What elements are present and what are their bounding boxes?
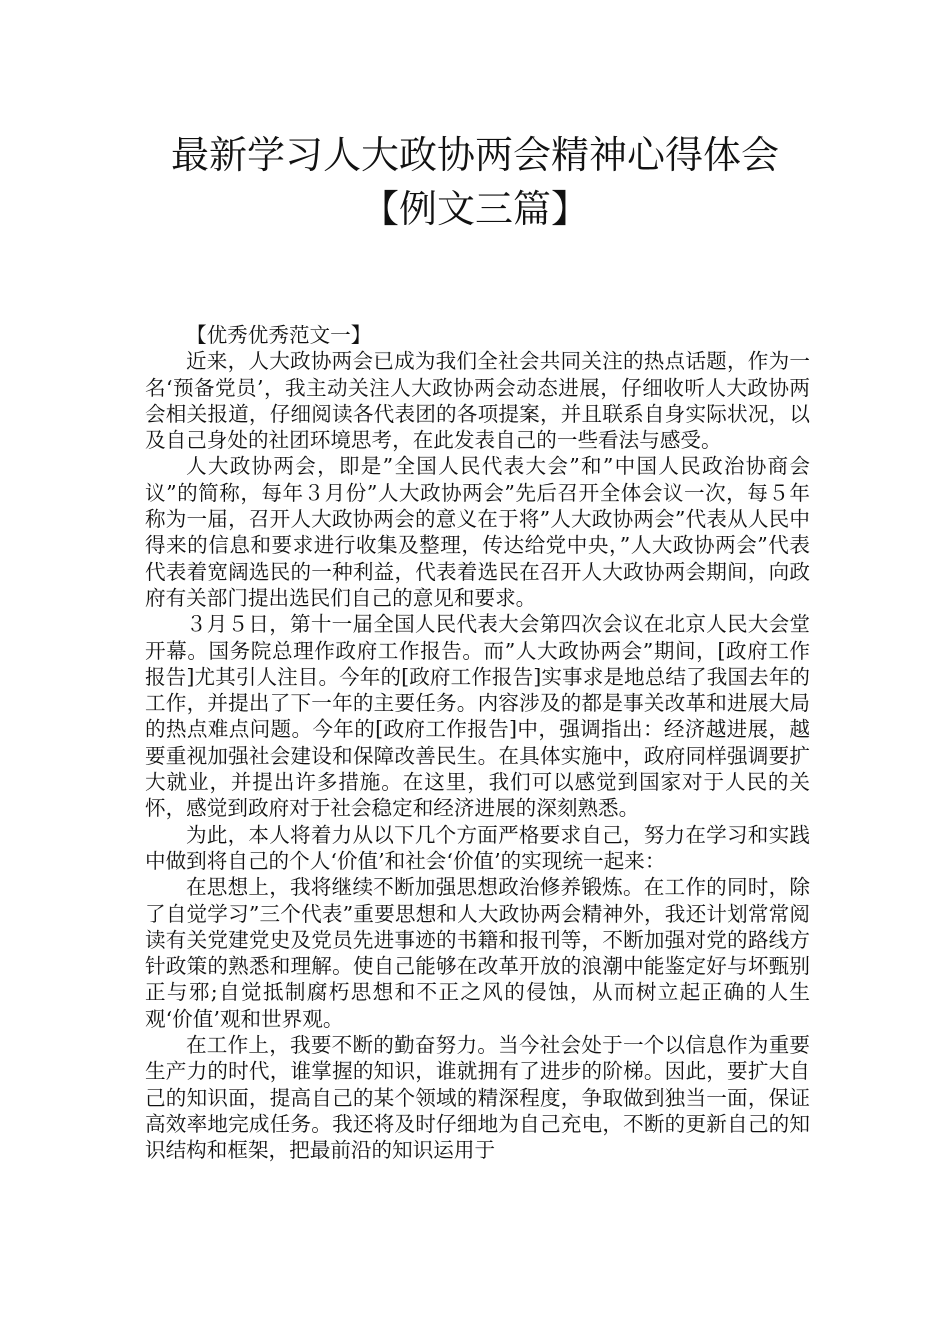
document-title xyxy=(0,128,950,236)
paragraph: 为此，本人将着力从以下几个方面严格要求自己，努力在学习和实践中做到将自己的个人‘价值’和社会‘价值’的实现统一起来： xyxy=(145,822,810,873)
paragraph: 近来，人大政协两会已成为我们全社会共同关注的热点话题，作为一名‘预备党员’，我主动关注人大政协两会动态进展，仔细收听人大政协两会相关报道，仔细阅读各代表团的各项提案，并且联系自身实际状况，以及自己身处的社团环境思考，在此发表自己的一些看法与感受。 xyxy=(145,349,810,453)
title-line-1: 最新学习人大政协两会精神心得体会 xyxy=(170,133,779,177)
paragraph: 在工作上，我要不断的勤奋努力。当今社会处于一个以信息作为重要生产力的时代，谁掌握的知识，谁就拥有了进步的阶梯。因此，要扩大自己的知识面，提高自己的某个领域的精深程度，争取做到独当一面，保证高效率地完成任务。我还将及时仔细地为自己充电，不断的更新自己的知识结构和框架，把最前沿的知识运用于 xyxy=(145,1033,810,1163)
paragraph: 人大政协两会，即是”全国人民代表大会”和”中国人民政治协商会议”的简称，每年３月份”人大政协两会”先后召开全体会议一次，每５年称为一届，召开人大政协两会的意义在于将”人大政协两会”代表从人民中得来的信息和要求进行收集及整理，传达给党中央，”人大政协两会”代表代表着宽阔选民的一种利益，代表着选民在召开人大政协两会期间，向政府有关部门提出选民们自己的意见和要求。 xyxy=(145,454,810,610)
document-body xyxy=(145,322,810,1164)
paragraph: ３月５日，第十一届全国人民代表大会第四次会议在北京人民大会堂开幕。国务院总理作政府工作报告。而”人大政协两会”期间，[政府工作报告]尤其引人注目。今年的[政府工作报告]实事求是地总结了我国去年的工作，并提出了下一年的主要任务。内容涉及的都是事关改革和进展大局的热点难点问题。今年的[政府工作报告]中，强调指出：经济越进展，越要重视加强社会建设和保障改善民生。在具体实施中，政府同样强调要扩大就业，并提出许多措施。在这里，我们可以感觉到国家对于人民的关怀，感觉到政府对于社会稳定和经济进展的深刻熟悉。 xyxy=(145,612,810,821)
section-heading: 【优秀优秀范文一】 xyxy=(186,323,372,347)
paragraph: 在思想上，我将继续不断加强思想政治修养锻炼。在工作的同时，除了自觉学习”三个代表”重要思想和人大政协两会精神外，我还计划常常阅读有关党建党史及党员先进事迹的书籍和报刊等，不断加强对党的路线方针政策的熟悉和理解。使自己能够在改革开放的浪潮中能鉴定好与坏甄别正与邪;自觉抵制腐朽思想和不正之风的侵蚀，从而树立起正确的人生观‘价值’观和世界观。 xyxy=(145,875,810,1031)
title-line-2: 【例文三篇】 xyxy=(360,187,589,231)
